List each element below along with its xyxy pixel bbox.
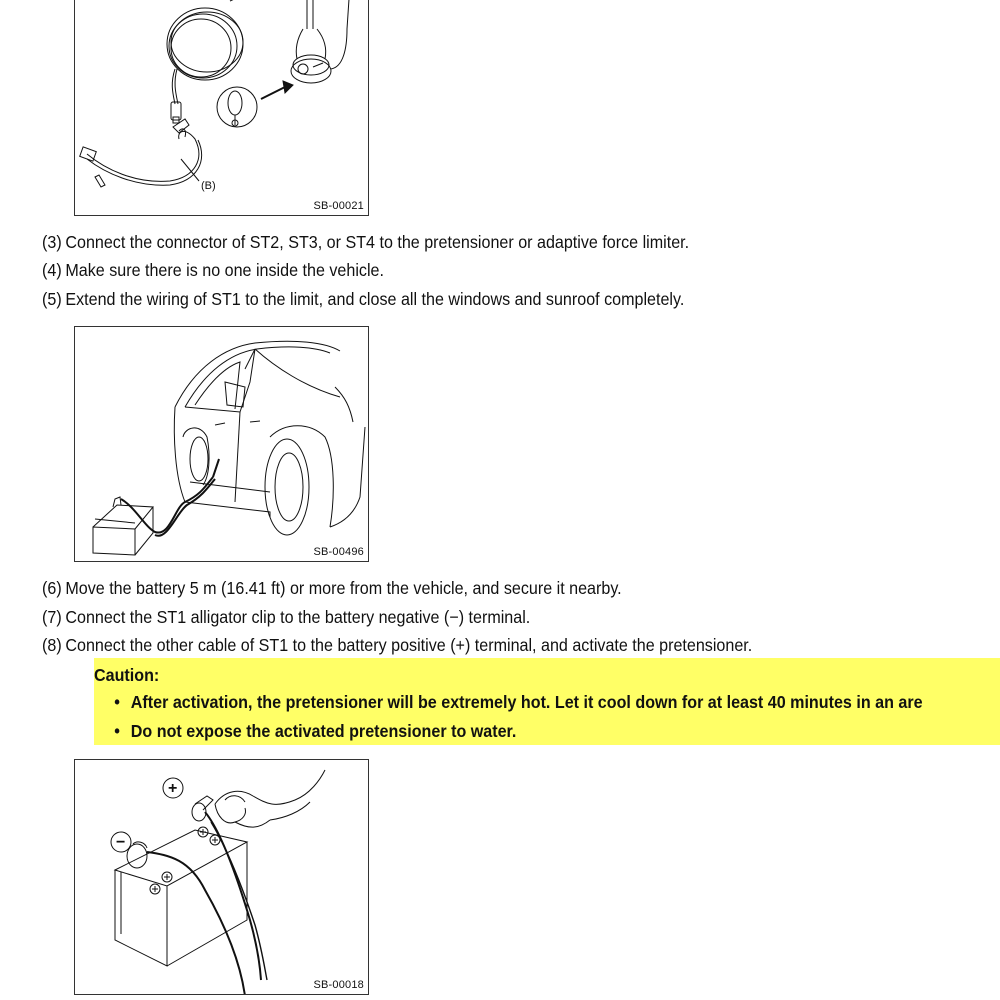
figure-tool-wiring bbox=[74, 0, 369, 216]
step-number: (7) bbox=[42, 607, 62, 627]
tool-wiring-illustration bbox=[75, 0, 369, 216]
figure-code: SB-00021 bbox=[313, 200, 364, 212]
step-text: Connect the ST1 alligator clip to the battery negative (−) terminal. bbox=[65, 607, 531, 627]
bullet-icon: • bbox=[114, 721, 120, 741]
caution-item: • After activation, the pretensioner will be extremely hot. Let it cool down for at least 40 minutes in an are bbox=[94, 688, 928, 717]
figure-code: SB-00018 bbox=[313, 979, 364, 991]
car-battery-illustration bbox=[75, 327, 369, 562]
step-number: (8) bbox=[42, 635, 62, 655]
step-8 bbox=[42, 633, 752, 657]
bullet-icon: • bbox=[114, 692, 120, 712]
step-3 bbox=[42, 230, 689, 254]
caution-box bbox=[94, 658, 1000, 745]
positive-terminal-icon: + bbox=[168, 780, 178, 797]
figure-code: SB-00496 bbox=[313, 546, 364, 558]
label-b: (B) bbox=[201, 180, 216, 192]
battery-terminals-illustration bbox=[75, 760, 369, 995]
step-number: (6) bbox=[42, 578, 62, 598]
step-text: Connect the other cable of ST1 to the battery positive (+) terminal, and activate the pretensioner. bbox=[65, 635, 753, 655]
step-text: Extend the wiring of ST1 to the limit, and close all the windows and sunroof completely. bbox=[65, 289, 685, 309]
step-number: (4) bbox=[42, 260, 62, 280]
caution-item: • Do not expose the activated pretensioner to water. bbox=[94, 717, 928, 745]
step-text: Move the battery 5 m (16.41 ft) or more from the vehicle, and secure it nearby. bbox=[65, 578, 622, 598]
figure-battery-terminals bbox=[74, 759, 369, 995]
step-text: Make sure there is no one inside the vehicle. bbox=[65, 260, 384, 280]
step-number: (3) bbox=[42, 232, 62, 252]
figure-car-battery bbox=[74, 326, 369, 562]
step-6 bbox=[42, 576, 622, 600]
negative-terminal-icon: − bbox=[116, 834, 126, 851]
step-7 bbox=[42, 605, 530, 629]
caution-title: Caution: bbox=[94, 665, 160, 685]
caution-list bbox=[94, 688, 1000, 745]
step-4 bbox=[42, 258, 384, 282]
step-number: (5) bbox=[42, 289, 62, 309]
step-5 bbox=[42, 287, 684, 311]
step-text: Connect the connector of ST2, ST3, or ST4 to the pretensioner or adaptive force limiter. bbox=[65, 232, 690, 252]
